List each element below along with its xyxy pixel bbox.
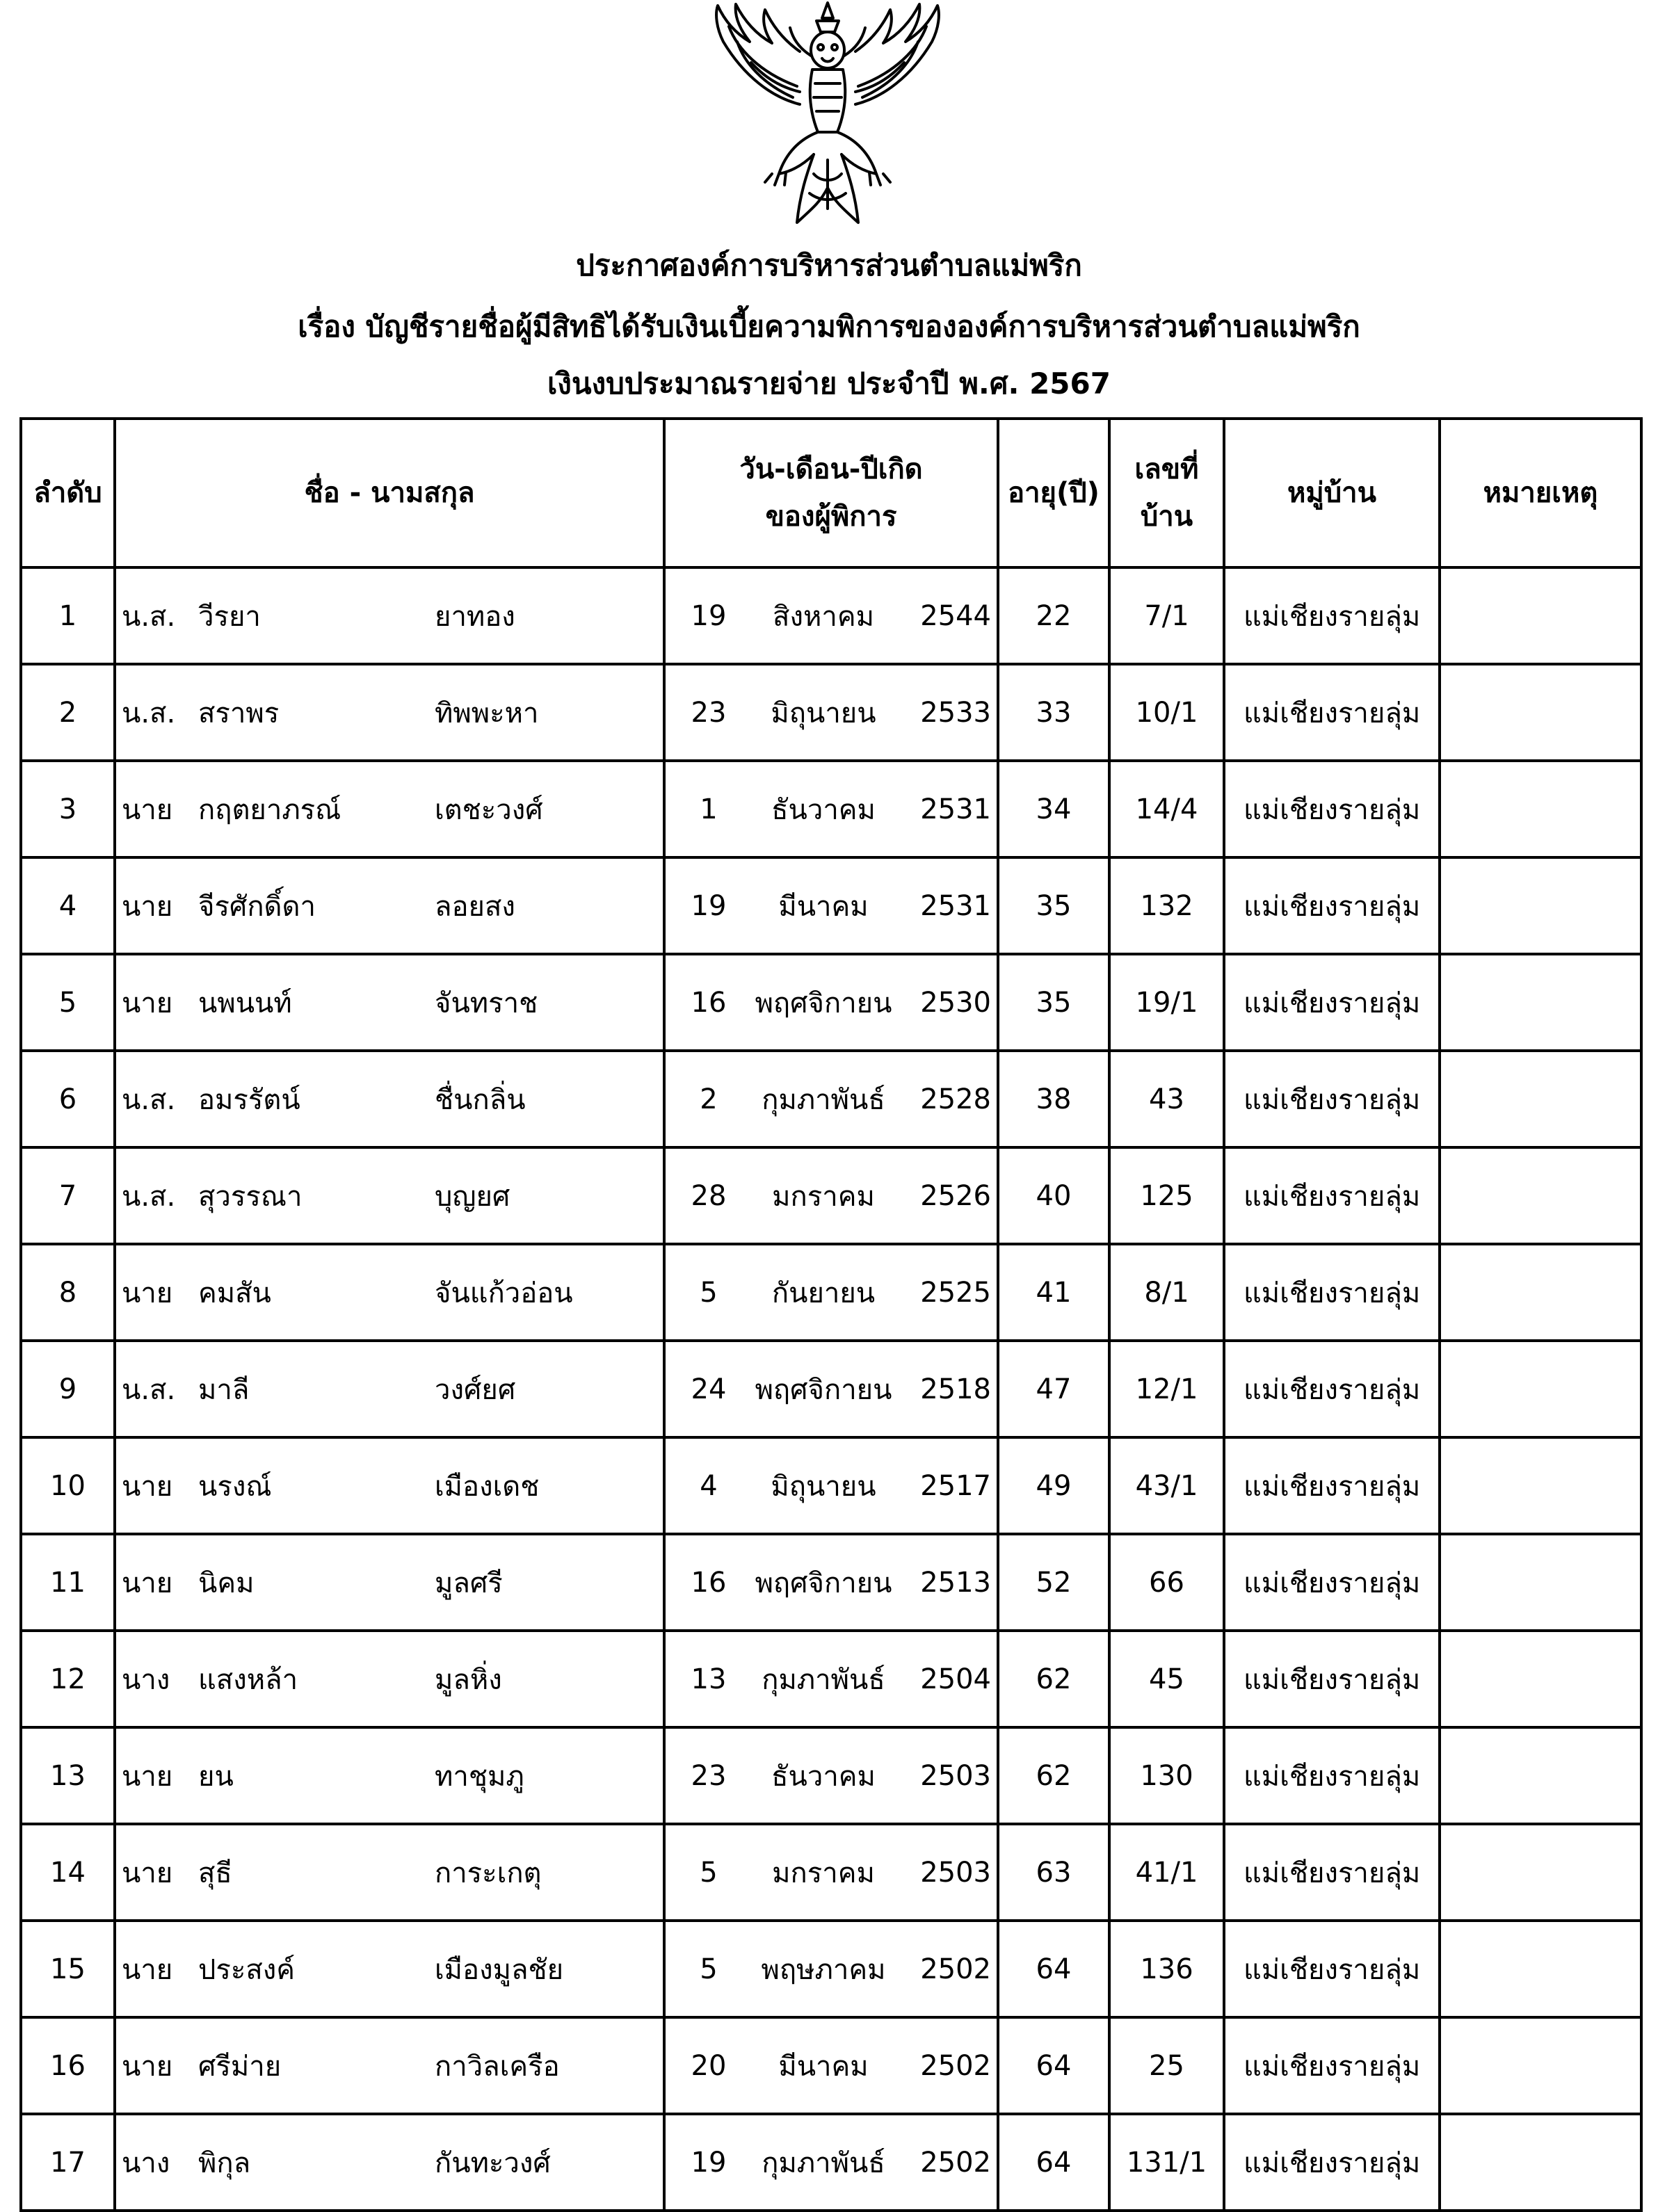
table-row [21, 1147, 1641, 1244]
last-name: บุญยศ [435, 1180, 510, 1213]
cell-no: 7 [21, 1147, 115, 1244]
cell-age: 41 [998, 1244, 1109, 1341]
name-prefix: นาง [122, 2147, 170, 2179]
dob-month: มิถุนายน [771, 1470, 876, 1503]
last-name: ทิพพะหา [435, 697, 539, 729]
cell-house-no: 132 [1109, 857, 1224, 954]
first-name: นิคม [198, 1567, 255, 1599]
dob-year: 2531 [920, 889, 991, 922]
table-row [21, 1437, 1641, 1534]
cell-name [115, 664, 664, 761]
cell-house-no: 12/1 [1109, 1341, 1224, 1437]
name-prefix: นาย [122, 1953, 173, 1986]
dob-year: 2525 [920, 1276, 991, 1309]
last-name: จันทราช [435, 987, 538, 1019]
first-name: มาลี [198, 1373, 250, 1406]
cell-no: 6 [21, 1051, 115, 1147]
table-row [21, 567, 1641, 664]
cell-no: 9 [21, 1341, 115, 1437]
cell-village: แม่เชียงรายลุ่ม [1224, 1244, 1440, 1341]
dob-year: 2528 [920, 1083, 991, 1115]
first-name: กฤตยาภรณ์ [198, 793, 341, 826]
first-name: อมรรัตน์ [198, 1083, 300, 1116]
name-prefix: นาย [122, 793, 173, 826]
col-header-dob [664, 419, 998, 567]
last-name: เมืองเดช [435, 1470, 540, 1503]
dob-day: 5 [700, 1953, 718, 1985]
dob-day: 5 [700, 1276, 718, 1309]
dob-day: 20 [691, 2049, 727, 2082]
cell-age: 52 [998, 1534, 1109, 1631]
cell-remark [1440, 1147, 1641, 1244]
cell-village: แม่เชียงรายลุ่ม [1224, 1341, 1440, 1437]
col-header-village: หมู่บ้าน [1224, 419, 1440, 567]
name-prefix: น.ส. [122, 1373, 176, 1406]
dob-day: 23 [691, 696, 727, 729]
cell-dob [664, 567, 998, 664]
cell-house-no: 7/1 [1109, 567, 1224, 664]
cell-no: 12 [21, 1631, 115, 1727]
table-row [21, 1824, 1641, 1921]
dob-day: 16 [691, 1566, 727, 1599]
garuda-emblem-icon [695, 0, 960, 236]
cell-house-no: 125 [1109, 1147, 1224, 1244]
cell-dob [664, 664, 998, 761]
cell-remark [1440, 664, 1641, 761]
col-header-no: ลำดับ [21, 419, 115, 567]
table-header-row [21, 419, 1641, 567]
cell-house-no: 10/1 [1109, 664, 1224, 761]
cell-house-no: 19/1 [1109, 954, 1224, 1051]
cell-village: แม่เชียงรายลุ่ม [1224, 954, 1440, 1051]
first-name: วีรยา [198, 600, 261, 633]
cell-no: 5 [21, 954, 115, 1051]
dob-day: 19 [691, 599, 727, 632]
dob-month: กุมภาพันธ์ [762, 1083, 885, 1116]
dob-day: 4 [700, 1469, 718, 1502]
dob-day: 28 [691, 1179, 727, 1212]
cell-dob [664, 1921, 998, 2017]
cell-dob [664, 2114, 998, 2211]
dob-day: 16 [691, 986, 727, 1019]
dob-year: 2503 [920, 1759, 991, 1792]
cell-age: 49 [998, 1437, 1109, 1534]
cell-name [115, 1921, 664, 2017]
dob-month: กุมภาพันธ์ [762, 1663, 885, 1696]
first-name: สุวรรณา [198, 1180, 303, 1213]
cell-age: 64 [998, 2017, 1109, 2114]
dob-month: มิถุนายน [771, 697, 876, 729]
first-name: นพนนท์ [198, 987, 292, 1019]
cell-dob [664, 1824, 998, 1921]
first-name: พิกุล [198, 2147, 251, 2179]
cell-village: แม่เชียงรายลุ่ม [1224, 1534, 1440, 1631]
cell-remark [1440, 1051, 1641, 1147]
cell-dob [664, 1727, 998, 1824]
dob-year: 2544 [920, 599, 991, 632]
dob-day: 19 [691, 2146, 727, 2179]
dob-month: มีนาคม [778, 890, 869, 923]
cell-house-no: 14/4 [1109, 761, 1224, 857]
dob-year: 2526 [920, 1179, 991, 1212]
cell-house-no: 43 [1109, 1051, 1224, 1147]
cell-dob [664, 1341, 998, 1437]
first-name: คมสัน [198, 1277, 271, 1309]
last-name: ยาทอง [435, 600, 515, 633]
cell-age: 40 [998, 1147, 1109, 1244]
table-row [21, 1244, 1641, 1341]
cell-village: แม่เชียงรายลุ่ม [1224, 664, 1440, 761]
name-prefix: นาย [122, 890, 173, 923]
cell-dob [664, 1437, 998, 1534]
cell-village: แม่เชียงรายลุ่ม [1224, 1631, 1440, 1727]
first-name: จีรศักดิ์ดา [198, 890, 316, 923]
dob-year: 2502 [920, 2049, 991, 2082]
last-name: เตชะวงศ์ [435, 793, 543, 826]
table-row [21, 664, 1641, 761]
cell-house-no: 41/1 [1109, 1824, 1224, 1921]
col-header-name: ชื่อ - นามสกุล [115, 419, 664, 567]
cell-name [115, 761, 664, 857]
dob-month: พฤศจิกายน [755, 987, 892, 1019]
first-name: สุธี [198, 1857, 232, 1889]
dob-year: 2517 [920, 1469, 991, 1502]
budget-line: เงินงบประมาณรายจ่าย ประจำปี พ.ศ. 2567 [547, 366, 1111, 401]
dob-month: สิงหาคม [773, 600, 874, 633]
cell-no: 16 [21, 2017, 115, 2114]
dob-month: พฤศจิกายน [755, 1567, 892, 1599]
cell-house-no: 8/1 [1109, 1244, 1224, 1341]
cell-village: แม่เชียงรายลุ่ม [1224, 857, 1440, 954]
cell-age: 22 [998, 567, 1109, 664]
first-name: ยน [198, 1760, 234, 1793]
name-prefix: นาง [122, 1663, 170, 1696]
name-prefix: น.ส. [122, 1083, 176, 1116]
name-prefix: นาย [122, 1857, 173, 1889]
dob-month: มกราคม [772, 1180, 875, 1213]
cell-no: 1 [21, 567, 115, 664]
cell-house-no: 136 [1109, 1921, 1224, 2017]
table-row [21, 954, 1641, 1051]
dob-day: 1 [700, 793, 718, 825]
cell-house-no: 45 [1109, 1631, 1224, 1727]
last-name: ลอยสง [435, 890, 515, 923]
cell-no: 4 [21, 857, 115, 954]
dob-month: ธันวาคม [771, 793, 876, 826]
table-row [21, 2114, 1641, 2211]
cell-village: แม่เชียงรายลุ่ม [1224, 1921, 1440, 2017]
table-row [21, 761, 1641, 857]
dob-year: 2533 [920, 696, 991, 729]
name-prefix: น.ส. [122, 1180, 176, 1213]
cell-dob [664, 954, 998, 1051]
cell-dob [664, 1631, 998, 1727]
last-name: มูลศรี [435, 1567, 503, 1599]
cell-remark [1440, 761, 1641, 857]
beneficiary-table [19, 417, 1643, 2212]
table-row [21, 1631, 1641, 1727]
table-row [21, 1727, 1641, 1824]
cell-name [115, 567, 664, 664]
dob-day: 2 [700, 1083, 718, 1115]
cell-village: แม่เชียงรายลุ่ม [1224, 1824, 1440, 1921]
last-name: ทาชุมภู [435, 1760, 524, 1793]
dob-month: กันยายน [771, 1277, 876, 1309]
cell-name [115, 1147, 664, 1244]
cell-no: 14 [21, 1824, 115, 1921]
col-header-house [1109, 419, 1224, 567]
name-prefix: นาย [122, 1470, 173, 1503]
dob-year: 2504 [920, 1663, 991, 1695]
dob-year: 2530 [920, 986, 991, 1019]
cell-remark [1440, 1921, 1641, 2017]
cell-village: แม่เชียงรายลุ่ม [1224, 1051, 1440, 1147]
cell-village: แม่เชียงรายลุ่ม [1224, 2017, 1440, 2114]
cell-remark [1440, 1824, 1641, 1921]
name-prefix: นาย [122, 1567, 173, 1599]
cell-village: แม่เชียงรายลุ่ม [1224, 567, 1440, 664]
name-prefix: น.ส. [122, 600, 176, 633]
dob-day: 13 [691, 1663, 727, 1695]
cell-age: 64 [998, 2114, 1109, 2211]
cell-village: แม่เชียงรายลุ่ม [1224, 761, 1440, 857]
last-name: การะเกตุ [435, 1857, 542, 1889]
dob-year: 2503 [920, 1856, 991, 1889]
cell-name [115, 1824, 664, 1921]
cell-age: 64 [998, 1921, 1109, 2017]
cell-dob [664, 1147, 998, 1244]
cell-dob [664, 1244, 998, 1341]
cell-age: 34 [998, 761, 1109, 857]
page-title: ประกาศองค์การบริหารส่วนตำบลแม่พริก [576, 248, 1082, 282]
cell-dob [664, 857, 998, 954]
cell-house-no: 43/1 [1109, 1437, 1224, 1534]
dob-month: กุมภาพันธ์ [762, 2147, 885, 2179]
last-name: จันแก้วอ่อน [435, 1277, 573, 1309]
cell-age: 62 [998, 1727, 1109, 1824]
cell-no: 10 [21, 1437, 115, 1534]
cell-no: 17 [21, 2114, 115, 2211]
table-row [21, 1921, 1641, 2017]
cell-village: แม่เชียงรายลุ่ม [1224, 1437, 1440, 1534]
cell-name [115, 1727, 664, 1824]
cell-age: 63 [998, 1824, 1109, 1921]
dob-day: 19 [691, 889, 727, 922]
col-header-remark: หมายเหตุ [1440, 419, 1641, 567]
cell-age: 35 [998, 857, 1109, 954]
cell-house-no: 25 [1109, 2017, 1224, 2114]
first-name: ศรีม่าย [198, 2050, 282, 2083]
dob-year: 2531 [920, 793, 991, 825]
cell-name [115, 1341, 664, 1437]
cell-village: แม่เชียงรายลุ่ม [1224, 1147, 1440, 1244]
dob-month: พฤศจิกายน [755, 1373, 892, 1406]
cell-remark [1440, 1437, 1641, 1534]
cell-no: 11 [21, 1534, 115, 1631]
cell-name [115, 1631, 664, 1727]
cell-remark [1440, 1534, 1641, 1631]
cell-house-no: 131/1 [1109, 2114, 1224, 2211]
cell-no: 8 [21, 1244, 115, 1341]
cell-no: 15 [21, 1921, 115, 2017]
last-name: กาวิลเครือ [435, 2050, 560, 2083]
cell-remark [1440, 954, 1641, 1051]
cell-name [115, 1437, 664, 1534]
name-prefix: นาย [122, 1760, 173, 1793]
col-header-dob-line2: ของผู้พิการ [765, 501, 897, 533]
cell-remark [1440, 1631, 1641, 1727]
cell-house-no: 130 [1109, 1727, 1224, 1824]
cell-remark [1440, 2017, 1641, 2114]
cell-age: 62 [998, 1631, 1109, 1727]
dob-year: 2502 [920, 2146, 991, 2179]
dob-day: 23 [691, 1759, 727, 1792]
cell-age: 47 [998, 1341, 1109, 1437]
name-prefix: นาย [122, 1277, 173, 1309]
first-name: แสงหล้า [198, 1663, 298, 1696]
cell-name [115, 2114, 664, 2211]
cell-remark [1440, 567, 1641, 664]
cell-village: แม่เชียงรายลุ่ม [1224, 1727, 1440, 1824]
table-row [21, 1051, 1641, 1147]
dob-month: พฤษภาคม [761, 1953, 886, 1986]
col-header-age: อายุ(ปี) [998, 419, 1109, 567]
subject-line: เรื่อง บัญชีรายชื่อผู้มีสิทธิได้รับเงินเบี้ยความพิการขององค์การบริหารส่วนตำบลแม่พริก [298, 309, 1360, 344]
name-prefix: นาย [122, 2050, 173, 2083]
dob-day: 5 [700, 1856, 718, 1889]
last-name: เมืองมูลชัย [435, 1953, 564, 1986]
last-name: ชื่นกลิ่น [435, 1083, 526, 1116]
table-row [21, 2017, 1641, 2114]
table-row [21, 857, 1641, 954]
cell-age: 38 [998, 1051, 1109, 1147]
first-name: นรงณ์ [198, 1470, 272, 1503]
last-name: วงศ์ยศ [435, 1373, 516, 1406]
col-header-house-line2: บ้าน [1140, 501, 1193, 533]
first-name: สราพร [198, 697, 280, 729]
cell-age: 35 [998, 954, 1109, 1051]
cell-house-no: 66 [1109, 1534, 1224, 1631]
name-prefix: น.ส. [122, 697, 176, 729]
cell-age: 33 [998, 664, 1109, 761]
last-name: กันทะวงศ์ [435, 2147, 551, 2179]
cell-name [115, 1244, 664, 1341]
cell-remark [1440, 1341, 1641, 1437]
cell-no: 2 [21, 664, 115, 761]
dob-day: 24 [691, 1373, 727, 1405]
cell-remark [1440, 857, 1641, 954]
cell-name [115, 857, 664, 954]
table-row [21, 1534, 1641, 1631]
dob-month: มีนาคม [778, 2050, 869, 2083]
table-row [21, 1341, 1641, 1437]
name-prefix: นาย [122, 987, 173, 1019]
cell-remark [1440, 2114, 1641, 2211]
cell-no: 3 [21, 761, 115, 857]
cell-dob [664, 1534, 998, 1631]
cell-remark [1440, 1244, 1641, 1341]
cell-name [115, 954, 664, 1051]
cell-dob [664, 761, 998, 857]
dob-month: ธันวาคม [771, 1760, 876, 1793]
cell-name [115, 1534, 664, 1631]
col-header-house-line1: เลขที่ [1134, 453, 1199, 485]
dob-year: 2518 [920, 1373, 991, 1405]
cell-remark [1440, 1727, 1641, 1824]
first-name: ประสงค์ [198, 1953, 296, 1986]
cell-dob [664, 1051, 998, 1147]
dob-year: 2502 [920, 1953, 991, 1985]
col-header-dob-line1: วัน-เดือน-ปีเกิด [739, 453, 923, 485]
cell-village: แม่เชียงรายลุ่ม [1224, 2114, 1440, 2211]
cell-no: 13 [21, 1727, 115, 1824]
dob-year: 2513 [920, 1566, 991, 1599]
cell-name [115, 1051, 664, 1147]
last-name: มูลหิ่ง [435, 1663, 502, 1696]
dob-month: มกราคม [772, 1857, 875, 1889]
cell-name [115, 2017, 664, 2114]
cell-dob [664, 2017, 998, 2114]
